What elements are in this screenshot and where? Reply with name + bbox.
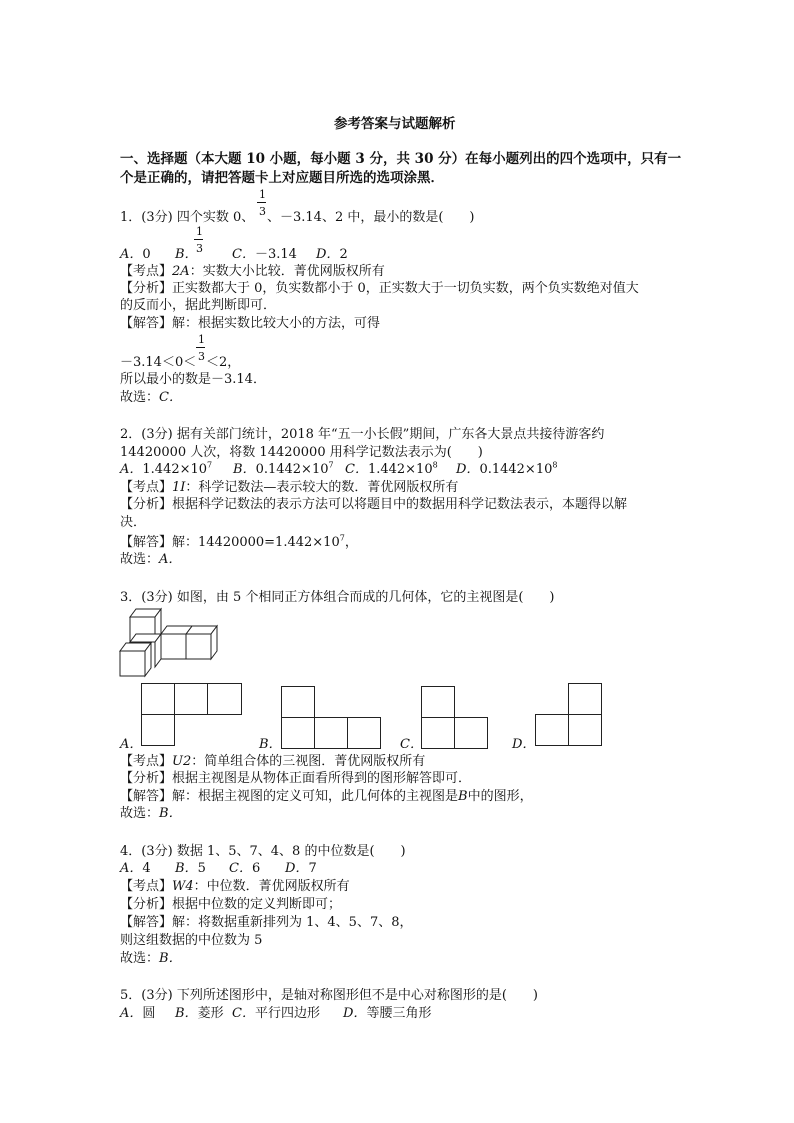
answer-label: 故选：	[120, 951, 160, 966]
fraction-bar	[196, 347, 205, 348]
q1-optb-frac-den: 3	[196, 242, 203, 255]
option-text: 4	[142, 861, 151, 876]
option-label: C．	[232, 247, 255, 262]
jieda-end: ，	[344, 535, 358, 550]
kaodian-label: 【考点】	[120, 264, 173, 279]
q5-option-b	[175, 1006, 224, 1022]
kaodian-label: 【考点】	[120, 480, 173, 495]
kaodian-text: ：科学记数法—表示较大的数．菁优网版权所有	[185, 480, 459, 495]
q1-optb-frac-num: 1	[196, 225, 203, 238]
kaodian-code: 1I	[172, 480, 186, 495]
answer-label: 故选：	[120, 552, 160, 567]
kaodian-text: ：中位数．菁优网版权所有	[193, 879, 350, 894]
q3-option-a-label: A．	[120, 737, 143, 752]
answer-value: B．	[159, 806, 182, 821]
kaodian-code: 2A	[172, 264, 190, 279]
jieda-option: B	[458, 789, 468, 804]
q4-fenxi: 【分析】根据中位数的定义判断即可；	[120, 897, 342, 912]
q1-inequality-b: ＜2，	[206, 355, 241, 370]
option-text: 1.442×10	[367, 462, 433, 477]
q1-stem-a: 1．(3分) 四个实数 0、	[120, 210, 255, 225]
q1-frac-den: 3	[259, 205, 266, 218]
q3-fenxi: 【分析】根据主视图是从物体正面看所得到的图形解答即可．	[120, 771, 472, 786]
q2-option-c	[345, 462, 438, 478]
q1-fenxi-1: 【分析】正实数都大于 0，负实数都小于 0，正实数大于一切负实数，两个负实数绝对值大	[120, 281, 639, 296]
option-label: A．	[120, 861, 143, 876]
q1-option-d	[316, 247, 348, 263]
q1-kaodian	[120, 264, 385, 280]
q1-frac-num: 1	[259, 188, 266, 201]
q3-stem: 3．(3分) 如图，由 5 个相同正方体组合而成的几何体，它的主视图是( )	[120, 590, 555, 605]
q2-fenxi-1: 【分析】根据科学记数法的表示方法可以将题目中的数据用科学记数法表示，本题得以解	[120, 497, 628, 512]
q3-option-c-figure	[421, 686, 489, 749]
q4-option-a	[120, 861, 151, 877]
q3-option-d-figure	[535, 683, 603, 747]
section-heading-line2: 个是正确的，请把答题卡上对应题目所选的选项涂黑．	[120, 170, 444, 186]
q2-answer	[120, 552, 181, 568]
option-text: 0.1442×10	[255, 462, 329, 477]
option-label: C．	[232, 1006, 255, 1021]
option-exponent: 8	[432, 460, 438, 470]
option-text: 0.1442×10	[479, 462, 553, 477]
q1-conclusion: 所以最小的数是－3.14．	[120, 372, 266, 387]
q3-answer	[120, 806, 182, 822]
option-label: D．	[456, 462, 480, 477]
jieda-text: 【解答】解：14420000=1.442×10	[120, 535, 340, 550]
option-text: 6	[251, 861, 261, 876]
option-label: B．	[175, 861, 198, 876]
q3-option-a-figure	[141, 683, 243, 747]
q2-stem-1: 2．(3分) 据有关部门统计，2018 年“五一小长假”期间，广东各大景点共接待游客约	[120, 427, 605, 442]
q3-option-d-label: D．	[512, 737, 536, 752]
q1-answer	[120, 390, 182, 406]
kaodian-label: 【考点】	[120, 754, 173, 769]
option-text: 等腰三角形	[366, 1006, 432, 1021]
option-exponent: 8	[552, 460, 558, 470]
q4-jieda: 【解答】解：将数据重新排列为 1、4、5、7、8，	[120, 915, 413, 930]
q3-jieda	[120, 789, 533, 805]
q3-option-c-label: C．	[400, 737, 423, 752]
option-text: 7	[308, 861, 317, 876]
q2-kaodian	[120, 480, 458, 496]
option-text: 菱形	[197, 1006, 224, 1021]
jieda-exponent: 7	[339, 533, 345, 543]
kaodian-text: ：实数大小比较．菁优网版权所有	[189, 264, 385, 279]
option-label: C．	[345, 462, 368, 477]
option-text: 5	[197, 861, 206, 876]
answer-value: A．	[159, 552, 182, 567]
q1-ineq-frac-den: 3	[198, 350, 205, 363]
option-label: D．	[316, 247, 340, 262]
q5-option-d	[343, 1006, 431, 1022]
option-label: C．	[229, 861, 252, 876]
q1-option-b-label: B．	[175, 247, 198, 262]
option-text: 平行四边形	[254, 1006, 320, 1021]
fraction-bar	[194, 239, 203, 240]
answer-label: 故选：	[120, 806, 160, 821]
q5-option-c	[232, 1006, 320, 1022]
kaodian-code: W4	[172, 879, 194, 894]
q1-stem-b: 、－3.14、2 中，最小的数是( )	[267, 210, 475, 225]
kaodian-code: U2	[172, 754, 192, 769]
option-text: 1.442×10	[142, 462, 208, 477]
q4-option-c	[229, 861, 260, 877]
q2-option-b	[233, 462, 334, 478]
q5-stem: 5．(3分) 下列所述图形中，是轴对称图形但不是中心对称图形的是( )	[120, 988, 538, 1003]
option-label: D．	[285, 861, 309, 876]
option-label: A．	[120, 462, 143, 477]
q1-option-c	[232, 247, 297, 263]
option-text: －3.14	[254, 247, 297, 262]
section-heading-line1: 一、选择题（本大题 10 小题，每小题 3 分，共 30 分）在每小题列出的四个选项中，只有一	[120, 151, 682, 167]
option-text: 2	[339, 247, 348, 262]
option-label: B．	[175, 1006, 198, 1021]
q1-ineq-frac-num: 1	[198, 333, 205, 346]
option-label: D．	[343, 1006, 367, 1021]
option-text: 圆	[142, 1006, 156, 1021]
q4-answer	[120, 951, 182, 967]
q1-jieda: 【解答】解：根据实数比较大小的方法，可得	[120, 316, 381, 331]
answer-value: B．	[159, 951, 182, 966]
q4-option-d	[285, 861, 317, 877]
q1-option-a	[120, 247, 151, 263]
q3-option-b-label: B．	[259, 737, 282, 752]
option-label: B．	[233, 462, 256, 477]
q4-stem: 4．(3分) 数据 1、5、7、4、8 的中位数是( )	[120, 844, 406, 859]
jieda-end: 中的图形，	[467, 789, 533, 804]
q2-stem-2: 14420000 人次，将数 14420000 用科学记数法表示为( )	[120, 445, 483, 460]
kaodian-label: 【考点】	[120, 879, 173, 894]
option-text: 0	[142, 247, 151, 262]
q1-fenxi-2: 的反而小，据此判断即可．	[120, 298, 277, 313]
cube-solid-figure	[118, 604, 224, 680]
q4-option-b	[175, 861, 206, 877]
page-title: 参考答案与试题解析	[334, 116, 456, 132]
q3-kaodian	[120, 754, 425, 770]
option-exponent: 7	[328, 460, 334, 470]
q5-option-a	[120, 1006, 155, 1022]
q2-option-a	[120, 462, 212, 478]
fraction-bar	[257, 202, 266, 203]
option-label: A．	[120, 1006, 143, 1021]
kaodian-text: ：简单组合体的三视图．菁优网版权所有	[191, 754, 426, 769]
q3-option-b-figure	[281, 686, 382, 749]
option-label: A．	[120, 247, 143, 262]
q2-jieda	[120, 535, 358, 551]
q2-fenxi-2: 决．	[120, 515, 147, 530]
q2-option-d	[456, 462, 557, 478]
answer-value: C．	[159, 390, 182, 405]
jieda-text: 【解答】解：根据主视图的定义可知，此几何体的主视图是	[120, 789, 459, 804]
option-exponent: 7	[207, 460, 213, 470]
answer-label: 故选：	[120, 390, 160, 405]
q1-inequality-a: －3.14＜0＜	[120, 355, 197, 370]
q4-conclusion: 则这组数据的中位数为 5	[120, 933, 263, 948]
q4-kaodian	[120, 879, 350, 895]
